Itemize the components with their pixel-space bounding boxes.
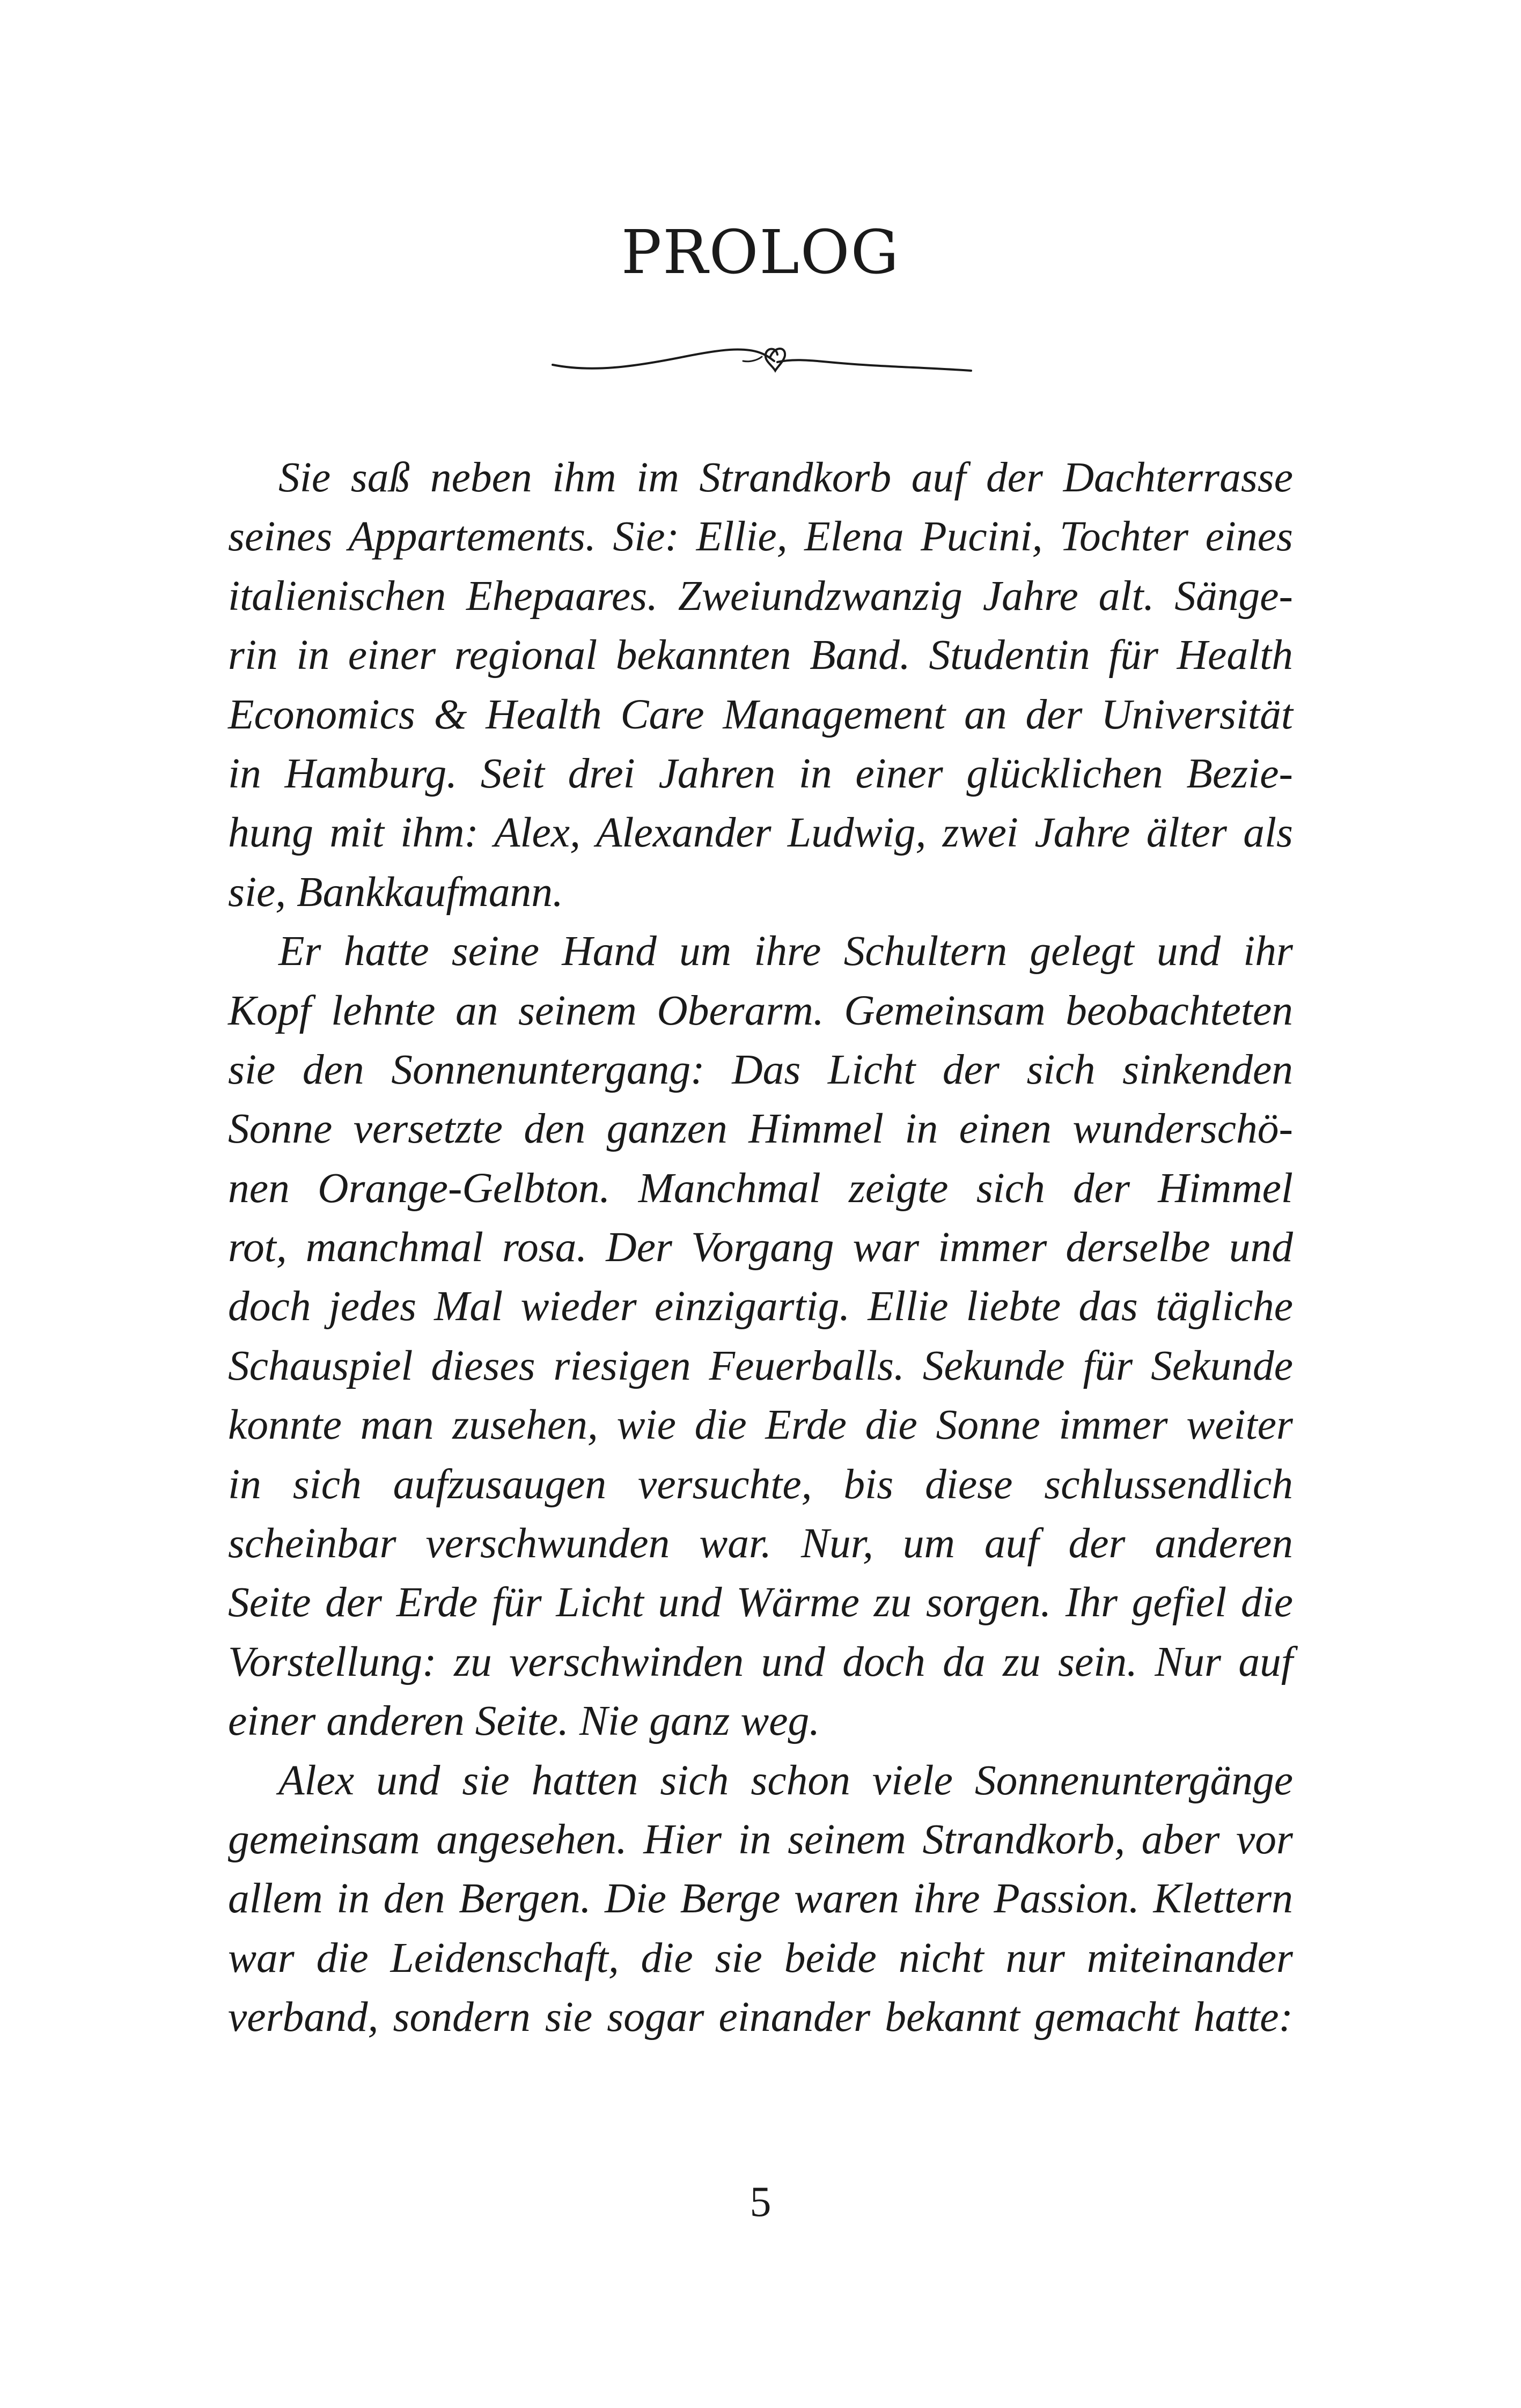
text-line: Kopf lehnte an seinem Oberarm. Gemeinsam beobachteten (228, 986, 1293, 1034)
text-line: Sie saß neben ihm im Strandkorb auf der Dachterrasse (278, 454, 1293, 501)
text-line: Alex und sie hatten sich schon viele Sonnenuntergänge (278, 1756, 1293, 1804)
text-line: Economics & Health Care Management an der Universität (228, 690, 1293, 738)
text-line: scheinbar verschwunden war. Nur, um auf der anderen (228, 1520, 1293, 1567)
text-line: Schauspiel dieses riesigen Feuerballs. Sekunde für Sekunde (228, 1342, 1293, 1389)
text-line: einer anderen Seite. Nie ganz weg. (228, 1697, 820, 1745)
text-line: Sonne versetzte den ganzen Himmel in einen wunderschö- (228, 1105, 1293, 1153)
page-number: 5 (750, 2178, 771, 2226)
text-line: rot, manchmal rosa. Der Vorgang war immer derselbe und (228, 1224, 1293, 1271)
text-line: verband, sondern sie sogar einander bekannt gemacht hatte: (228, 1993, 1293, 2041)
text-line: in sich aufzusaugen versuchte, bis diese schlussendlich (228, 1460, 1293, 1508)
text-line: Vorstellung: zu verschwinden und doch da zu sein. Nur auf (228, 1638, 1293, 1685)
heart-flourish-icon (550, 335, 974, 384)
text-line: konnte man zusehen, wie die Erde die Sonne immer weiter (228, 1401, 1293, 1449)
text-line: in Hamburg. Seit drei Jahren in einer glücklichen Bezie- (228, 749, 1293, 797)
text-line: seines Appartements. Sie: Ellie, Elena Pucini, Tochter eines (228, 513, 1293, 561)
text-line: gemeinsam angesehen. Hier in seinem Strandkorb, aber vor (228, 1815, 1293, 1863)
body-text (228, 448, 1293, 2047)
text-line: doch jedes Mal wieder einzigartig. Ellie liebte das tägliche (228, 1283, 1293, 1330)
text-line: hung mit ihm: Alex, Alexander Ludwig, zwei Jahre älter als (228, 809, 1293, 857)
text-line: Seite der Erde für Licht und Wärme zu sorgen. Ihr gefiel die (228, 1579, 1293, 1626)
text-line: rin in einer regional bekannten Band. Studentin für Health (228, 631, 1293, 679)
text-line: italienischen Ehepaares. Zweiundzwanzig Jahre alt. Sänge- (228, 572, 1293, 620)
text-line: nen Orange-Gelbton. Manchmal zeigte sich der Himmel (228, 1164, 1293, 1212)
chapter-title: PROLOG (621, 218, 900, 288)
text-line: Er hatte seine Hand um ihre Schultern gelegt und ihr (278, 927, 1293, 975)
text-line: war die Leidenschaft, die sie beide nicht nur miteinander (228, 1934, 1293, 1982)
text-line: sie den Sonnenuntergang: Das Licht der sich sinkenden (228, 1045, 1293, 1093)
text-line: allem in den Bergen. Die Berge waren ihre Passion. Klettern (228, 1875, 1293, 1923)
text-line: sie, Bankkaufmann. (228, 868, 563, 916)
